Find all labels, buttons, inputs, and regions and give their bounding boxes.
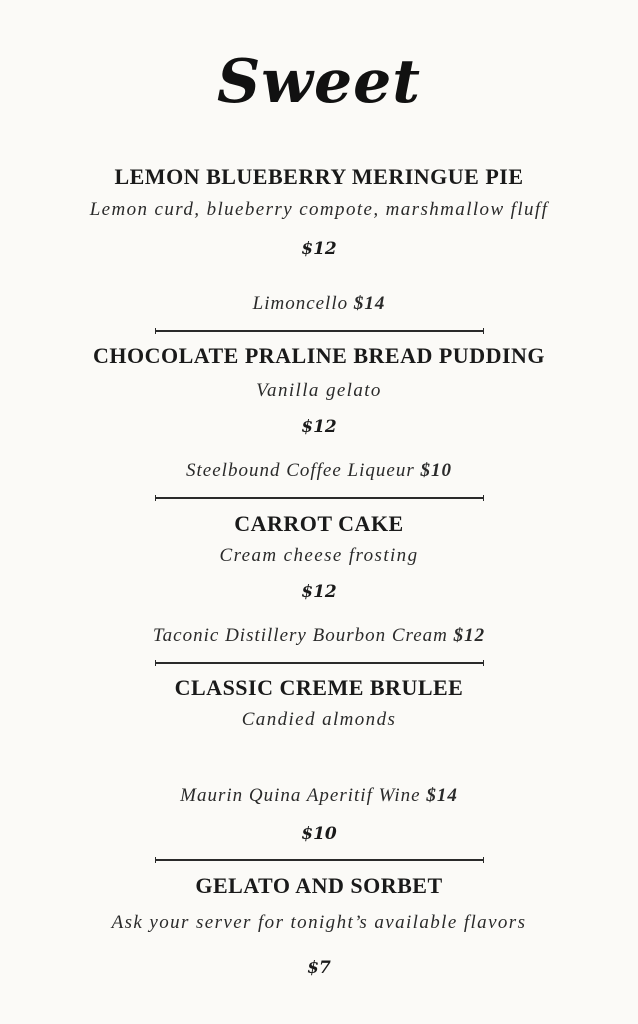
pairing-name: Taconic Distillery Bourbon Cream (152, 625, 448, 646)
pairing-name: Limoncello (252, 293, 349, 314)
item-name-lemon-pie: LEMON BLUEBERRY MERINGUE PIE (114, 164, 524, 189)
item-description-creme-brulee: Candied almonds (241, 709, 397, 730)
pairing-creme-brulee (0, 786, 638, 805)
item-description-bread-pudding: Vanilla gelato (256, 380, 382, 401)
item-name-bread-pudding: CHOCOLATE PRALINE BREAD PUDDING (92, 343, 546, 368)
pairing-bread-pudding (0, 461, 638, 480)
pairing-name: Steelbound Coffee Liqueur (186, 460, 415, 481)
menu-title: Sweet (216, 47, 422, 117)
pairing-price: $12 (453, 625, 486, 646)
item-price-bread-pudding: $12 (301, 417, 337, 437)
item-name-carrot-cake: CARROT CAKE (234, 511, 404, 536)
pairing-price: $14 (353, 293, 386, 314)
item-name-gelato-sorbet: GELATO AND SORBET (195, 873, 443, 898)
item-description-carrot-cake: Cream cheese frosting (219, 545, 419, 566)
item-price-carrot-cake: $12 (301, 582, 337, 602)
section-divider (155, 330, 484, 332)
item-price-gelato-sorbet: $7 (307, 958, 331, 978)
item-price-creme-brulee: $10 (301, 824, 337, 844)
item-description-gelato-sorbet: Ask your server for tonight’s available flavors (111, 912, 527, 933)
pairing-lemon-pie (0, 294, 638, 313)
section-divider (155, 497, 484, 499)
item-price-lemon-pie: $12 (301, 239, 337, 259)
section-divider (155, 859, 484, 861)
item-description-lemon-pie: Lemon curd, blueberry compote, marshmallow fluff (89, 199, 549, 220)
pairing-price: $10 (420, 460, 452, 481)
pairing-price: $14 (426, 785, 458, 806)
pairing-name: Maurin Quina Aperitif Wine (180, 785, 421, 806)
pairing-carrot-cake (0, 626, 638, 645)
item-name-creme-brulee: CLASSIC CREME BRULEE (174, 675, 464, 700)
section-divider (155, 662, 484, 664)
